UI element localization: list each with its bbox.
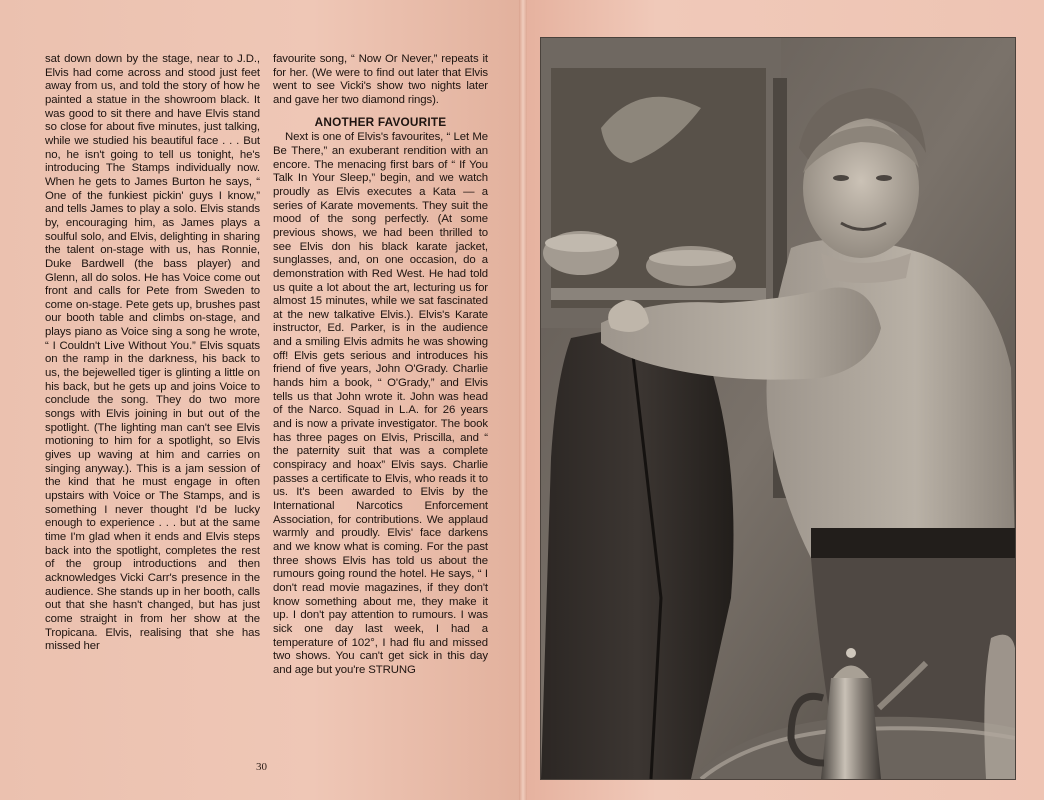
page-number: 30	[256, 761, 267, 773]
column-2-body: Next is one of Elvis's favourites, “ Let Me Be There,” an exuberant rendition with an encore. The menacing first bars of “ If You Talk In Your Sleep,” begin, and we watch proudly as Elvis executes a Kata — a series of Karate movements. They suit the mood of the song perfectly. (At some previous shows, we had been thrilled to see Elvis don his black karate jacket, sunglasses, and, on one occasion, do a demonstration with Red West. He had told us quite a lot about the art, lecturing us for almost 15 minutes, while we sat fascinated at the new talkative Elvis.). Elvis's Karate instructor, Ed. Parker, is in the audience and a smiling Elvis admits he was showing off! Elvis gets serious and introduces his friend of five years, John O'Grady. Charlie hands him a book, “ O'Grady,” and Elvis tells us that John wrote it. John was head of the Narco. Squad in L.A. for 26 years and is now a private investigator. The book has three pages on Elvis, Priscilla, and “ the paternity suit that was a complete conspiracy and hoax” Elvis says. Charlie passes a certificate to Elvis, who reads it to us. It's been awarded to Elvis by the International Narcotics Enforcement Association, for contributions. We applaud warmly and proudly. Elvis' face darkens and we know what is coming. For the past three shows Elvis has told us about the rumours going round the hotel. He says, “ I don't read movie magazines, if they don't know something about me, they make it up. I don't pay attention to rumours. I was sick one day last week, I had a temperature of 102°, I had flu and missed two shows. You can't get sick in this day and age but you're STRUNG	[273, 131, 488, 676]
page-gutter	[519, 0, 527, 800]
column-2-intro: favourite song, “ Now Or Never,” repeats it for her. (We were to find out later that Elvis went to see Vicki's show two nights later and gave her two diamond rings).	[273, 53, 488, 106]
photograph	[540, 37, 1016, 780]
column-1-text: sat down down by the stage, near to J.D., Elvis had come across and stood just feet away from us, and told the story of how he painted a statue in the showroom black. It was good to sit there and have Elvis stand so close for about five minutes, just talking, while we studied his beautiful face . . . But no, he isn't going to tell us tonight, he's introducing The Stamps individually now. When he gets to James Burton he says, “ One of the funkiest pickin' guys I know,” and tells James to play a solo. Elvis stands by, encouraging him, as James plays a soulful solo, and Elvis, delighting in sharing the talent on-stage with us, has Ronnie, Duke Bardwell (the bass player) and Glenn, all do solos. He has Voice come out front and calls for Pete from Sweden to come on-stage. Pete gets up, brushes past our booth table and climbs on-stage, and plays piano as Voice sing a song he wrote, “ I Couldn't Live Without You.” Elvis squats on the ramp in the darkness, his back to us, the bejewelled tiger is glinting a little on his back, but he gets up and joins Voice to conclude the song. They do two more songs with Elvis joining in but out of the spotlight. (The lighting man can't see Elvis motioning to him for a spotlight, so Elvis gives up waving at him and carries on singing anyway.). This is a jam session of the kind that he must engage in often upstairs with Voice or The Stamps, and is something I never thought I'd be lucky enough to experience . . . but at the same time I'm glad when it ends and Elvis steps back into the spotlight, completes the rest of the group introductions and then acknowledges Vicki Carr's presence in the audience. She stands up in her booth, calls out that she hasn't changed, but has just come straight in from her show at the Tropicana. Elvis, realising that she has missed her	[45, 53, 260, 653]
text-column-2	[273, 53, 488, 678]
text-column-1	[45, 53, 260, 654]
subheading: ANOTHER FAVOURITE	[314, 114, 447, 129]
left-page	[0, 0, 521, 800]
photograph-illustration	[541, 38, 1015, 779]
